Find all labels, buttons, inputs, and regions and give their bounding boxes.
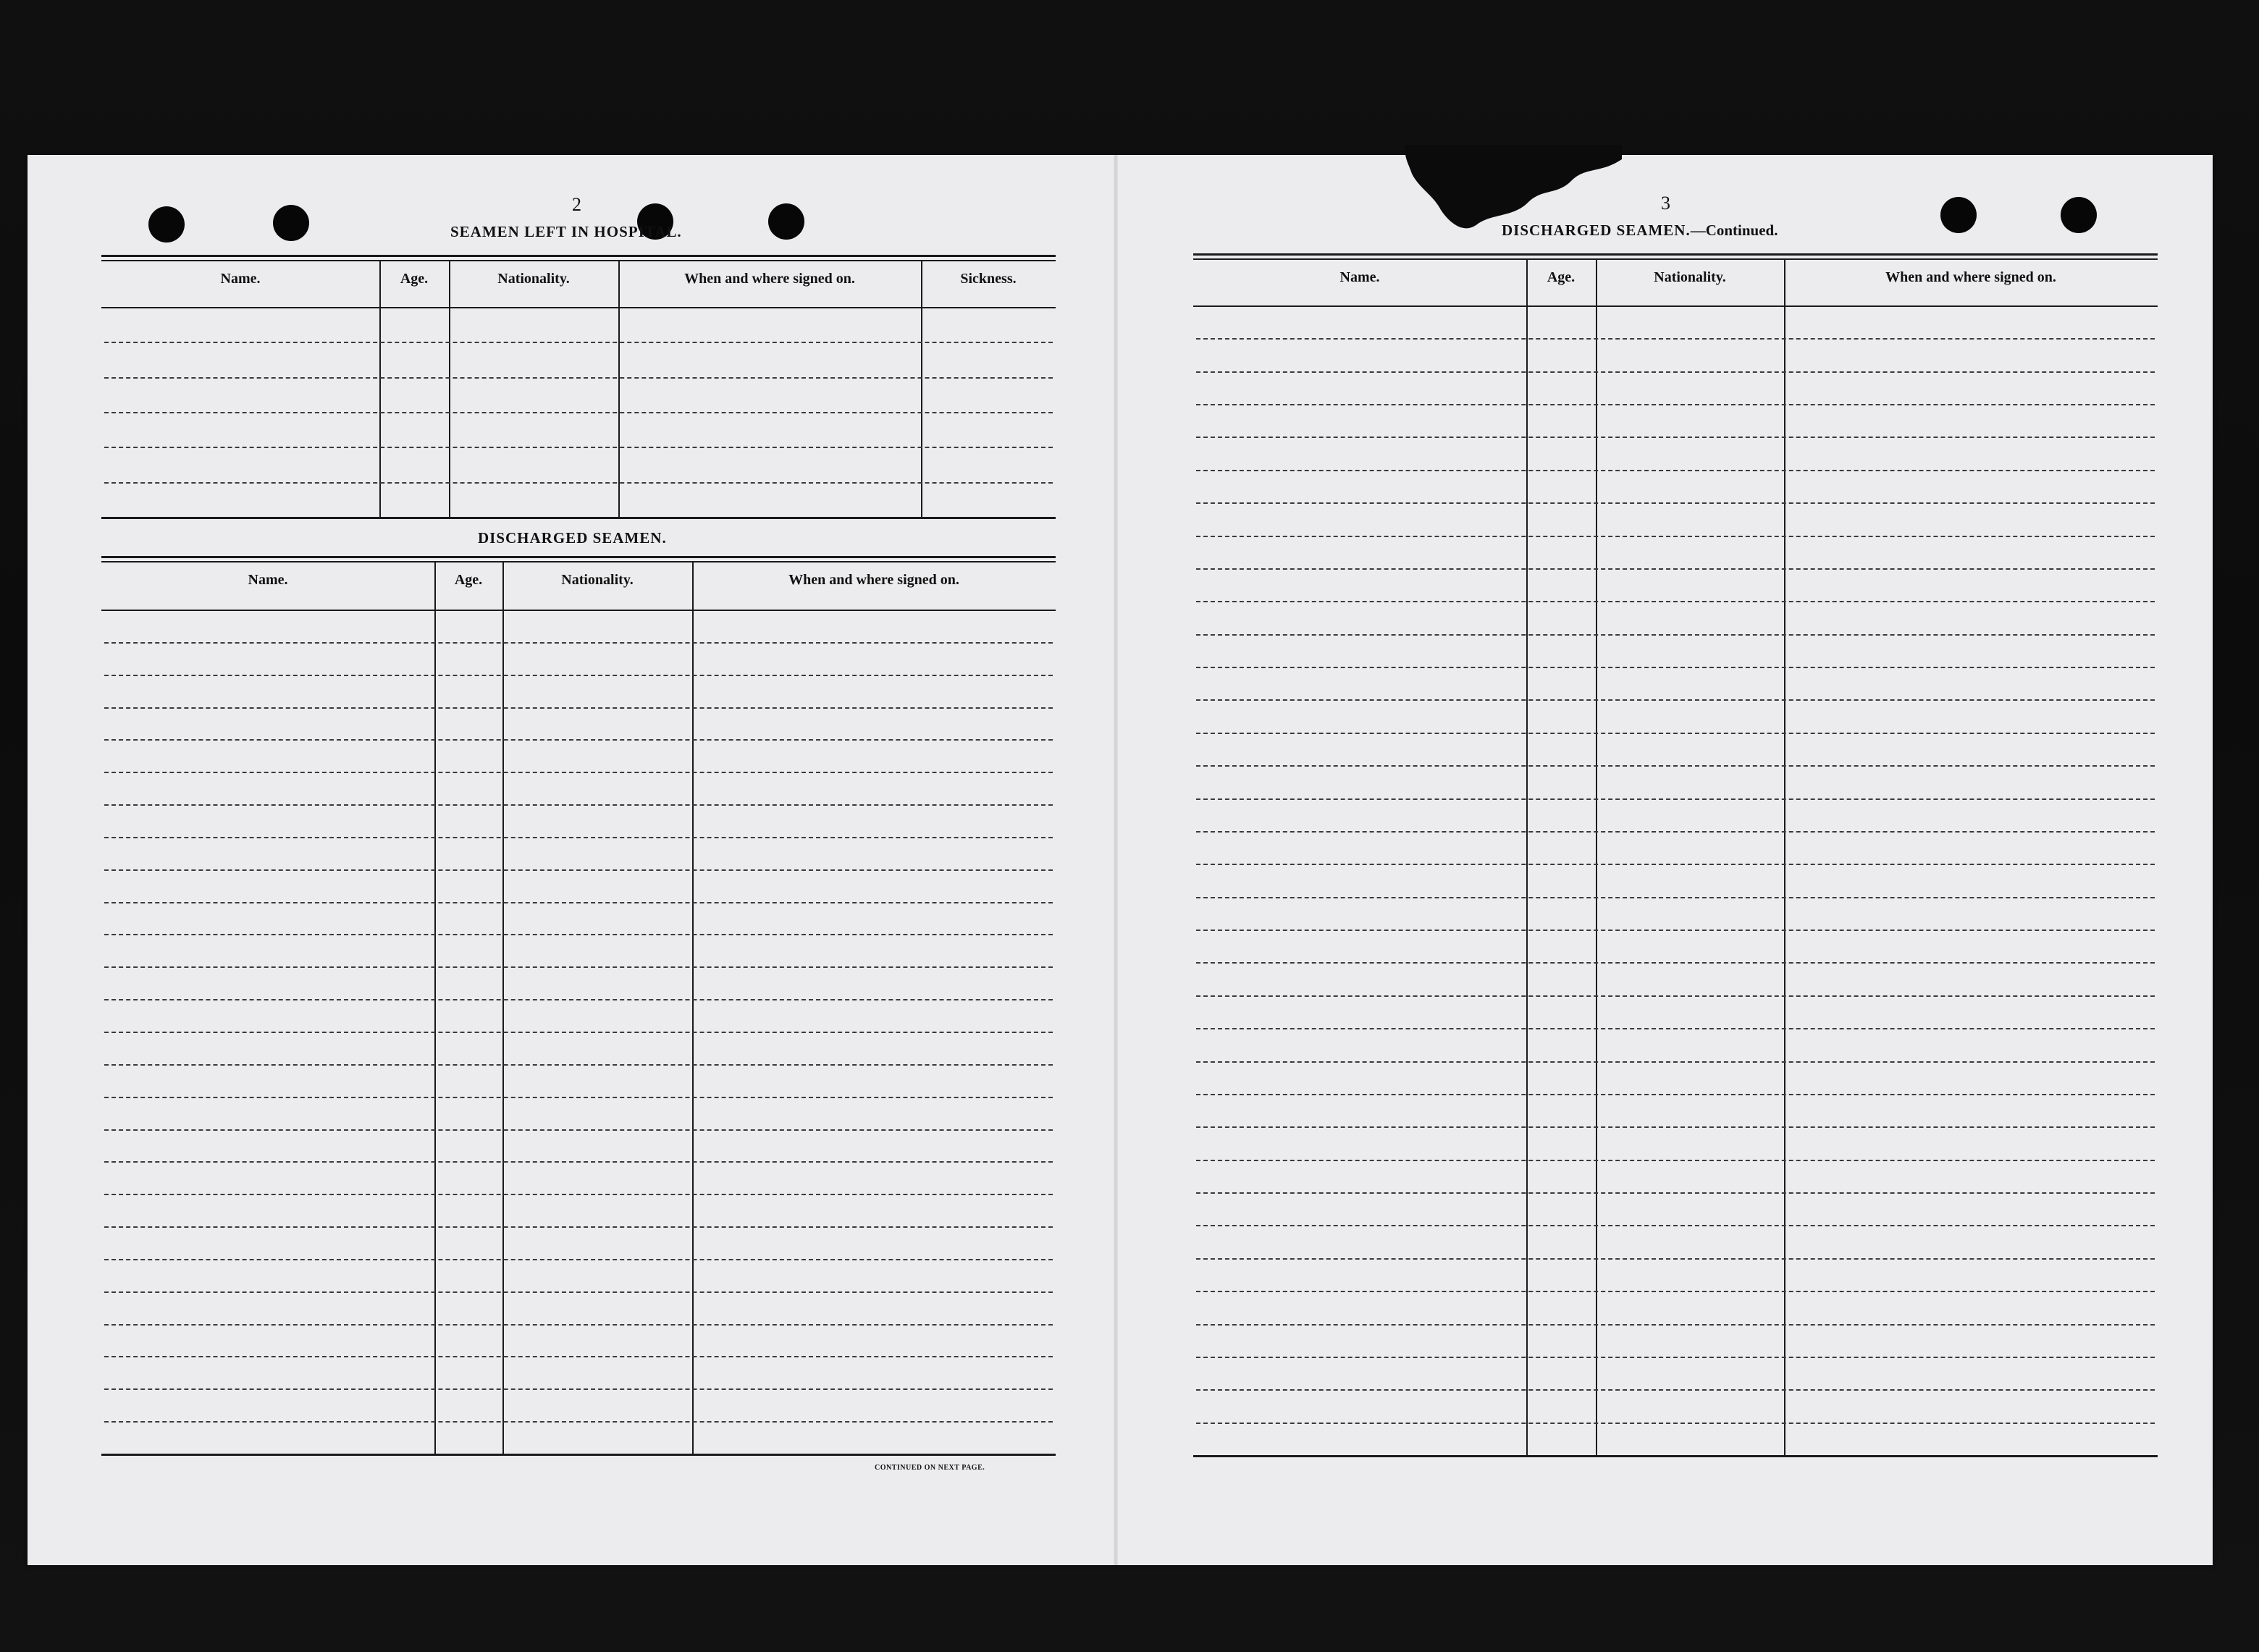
continued-row-line xyxy=(1196,798,2155,800)
continued-row-line xyxy=(1196,634,2155,636)
hospital-row-line xyxy=(104,447,1053,448)
continued-row-line xyxy=(1196,1160,2155,1161)
continued-column-divider xyxy=(1596,260,1597,1455)
discharged-col-header: Age. xyxy=(454,572,483,588)
page-number-left: 2 xyxy=(572,194,581,215)
continued-col-header: Age. xyxy=(1547,269,1576,285)
continued-row-line xyxy=(1196,437,2155,438)
hospital-col-header: Nationality. xyxy=(497,271,570,287)
discharged-row-line xyxy=(104,1356,1053,1357)
hospital-top-rule-inner xyxy=(101,260,1056,261)
continued-note: CONTINUED ON NEXT PAGE. xyxy=(875,1464,985,1472)
hospital-column-divider xyxy=(618,261,620,517)
discharged-column-divider xyxy=(434,562,436,1454)
section-title-text: DISCHARGED SEAMEN. xyxy=(1502,222,1691,239)
continued-row-line xyxy=(1196,1389,2155,1391)
discharged-header-rule xyxy=(101,610,1056,611)
section-title-discharged-continued xyxy=(1502,222,1778,240)
discharged-row-line xyxy=(104,1291,1053,1293)
discharged-row-line xyxy=(104,675,1053,676)
hospital-header-rule xyxy=(101,307,1056,308)
continued-row-line xyxy=(1196,831,2155,833)
discharged-row-line xyxy=(104,1259,1053,1260)
hospital-row-line xyxy=(104,342,1053,343)
continued-row-line xyxy=(1196,962,2155,964)
continued-row-line xyxy=(1196,338,2155,340)
continued-column-divider xyxy=(1526,260,1528,1455)
discharged-row-line xyxy=(104,804,1053,806)
continued-row-line xyxy=(1196,1324,2155,1326)
hospital-bottom-rule xyxy=(101,517,1056,519)
continued-row-line xyxy=(1196,536,2155,537)
hospital-column-divider xyxy=(921,261,922,517)
discharged-row-line xyxy=(104,1032,1053,1033)
continued-row-line xyxy=(1196,930,2155,931)
discharged-row-line xyxy=(104,1097,1053,1098)
discharged-col-header: When and where signed on. xyxy=(788,572,959,588)
continued-row-line xyxy=(1196,568,2155,570)
discharged-row-line xyxy=(104,1194,1053,1195)
section-title-discharged: DISCHARGED SEAMEN. xyxy=(478,529,667,547)
discharged-row-line xyxy=(104,869,1053,871)
punch-hole xyxy=(148,206,185,243)
continued-row-line xyxy=(1196,404,2155,405)
punch-hole xyxy=(273,205,309,241)
ledger-sheet xyxy=(28,155,2213,1565)
discharged-row-line xyxy=(104,902,1053,903)
continued-row-line xyxy=(1196,371,2155,373)
discharged-row-line xyxy=(104,1161,1053,1163)
discharged-top-rule-inner xyxy=(101,561,1056,562)
continued-row-line xyxy=(1196,995,2155,997)
discharged-row-line xyxy=(104,837,1053,838)
continued-row-line xyxy=(1196,1258,2155,1260)
hospital-col-header: Age. xyxy=(400,271,429,287)
discharged-row-line xyxy=(104,1129,1053,1131)
discharged-row-line xyxy=(104,707,1053,709)
discharged-row-line xyxy=(104,739,1053,741)
binding-fold xyxy=(1114,155,1118,1565)
continued-row-line xyxy=(1196,502,2155,504)
punch-hole xyxy=(2061,197,2097,233)
discharged-top-rule xyxy=(101,556,1056,558)
discharged-row-line xyxy=(104,772,1053,773)
continued-row-line xyxy=(1196,897,2155,898)
continued-row-line xyxy=(1196,601,2155,602)
discharged-row-line xyxy=(104,1421,1053,1423)
discharged-row-line xyxy=(104,934,1053,935)
section-title-suffix: —Continued. xyxy=(1690,222,1778,239)
continued-row-line xyxy=(1196,864,2155,865)
hospital-col-header: Sickness. xyxy=(960,271,1017,287)
hospital-col-header: When and where signed on. xyxy=(684,271,855,287)
hospital-top-rule xyxy=(101,255,1056,257)
hospital-col-header: Name. xyxy=(220,271,261,287)
discharged-row-line xyxy=(104,642,1053,644)
discharged-row-line xyxy=(104,1324,1053,1326)
continued-col-header: When and where signed on. xyxy=(1885,269,2056,285)
hospital-row-line xyxy=(104,377,1053,379)
continued-row-line xyxy=(1196,1061,2155,1063)
discharged-column-divider xyxy=(692,562,694,1454)
discharged-row-line xyxy=(104,1388,1053,1390)
continued-row-line xyxy=(1196,733,2155,734)
continued-header-rule xyxy=(1193,305,2158,307)
continued-bottom-rule xyxy=(1193,1455,2158,1457)
discharged-bottom-rule xyxy=(101,1454,1056,1456)
continued-row-line xyxy=(1196,1423,2155,1424)
continued-row-line xyxy=(1196,667,2155,668)
hospital-column-divider xyxy=(449,261,450,517)
continued-top-rule xyxy=(1193,253,2158,256)
continued-row-line xyxy=(1196,699,2155,701)
hospital-row-line xyxy=(104,412,1053,413)
continued-row-line xyxy=(1196,1094,2155,1095)
continued-column-divider xyxy=(1784,260,1785,1455)
continued-row-line xyxy=(1196,470,2155,471)
page-number-right: 3 xyxy=(1661,193,1670,214)
punch-hole xyxy=(1940,197,1977,233)
continued-row-line xyxy=(1196,1028,2155,1029)
continued-row-line xyxy=(1196,1357,2155,1358)
discharged-column-divider xyxy=(502,562,504,1454)
continued-top-rule-inner xyxy=(1193,258,2158,260)
punch-hole xyxy=(768,203,804,240)
continued-row-line xyxy=(1196,765,2155,767)
discharged-row-line xyxy=(104,966,1053,968)
continued-row-line xyxy=(1196,1192,2155,1194)
continued-col-header: Name. xyxy=(1339,269,1380,285)
hospital-column-divider xyxy=(379,261,381,517)
discharged-row-line xyxy=(104,1226,1053,1228)
discharged-col-header: Nationality. xyxy=(561,572,634,588)
continued-col-header: Nationality. xyxy=(1654,269,1726,285)
continued-row-line xyxy=(1196,1291,2155,1292)
discharged-col-header: Name. xyxy=(248,572,288,588)
continued-row-line xyxy=(1196,1225,2155,1226)
discharged-row-line xyxy=(104,1064,1053,1066)
continued-row-line xyxy=(1196,1126,2155,1128)
section-title-hospital: SEAMEN LEFT IN HOSPITAL. xyxy=(450,223,682,240)
hospital-row-line xyxy=(104,482,1053,484)
discharged-row-line xyxy=(104,999,1053,1000)
